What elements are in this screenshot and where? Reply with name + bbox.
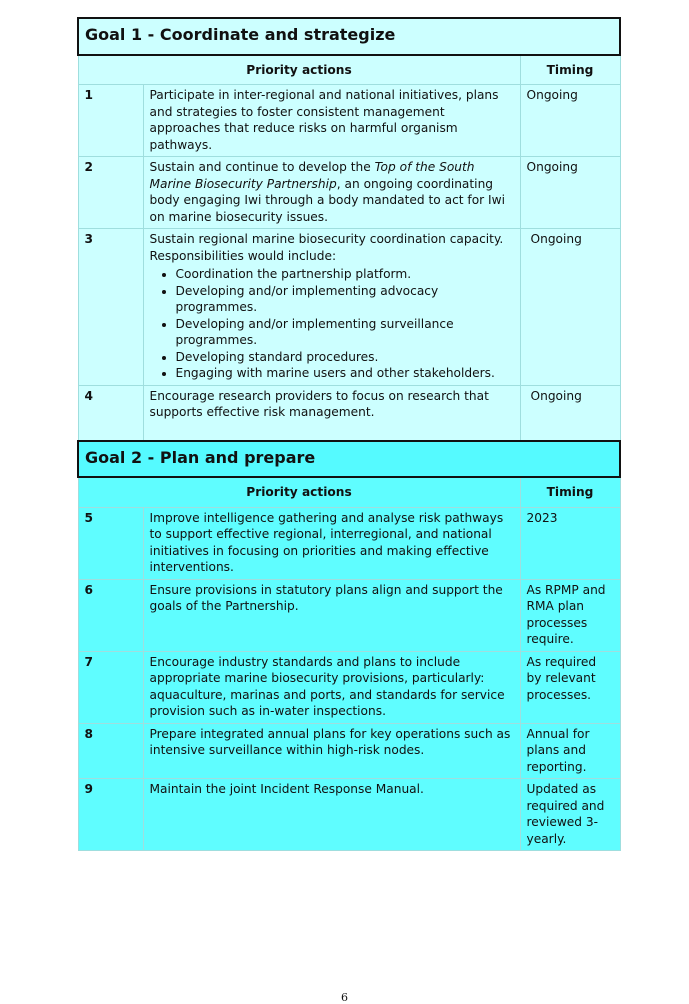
goal1-header-timing: Timing — [520, 55, 620, 85]
row-number: 4 — [78, 385, 143, 441]
table-row — [78, 779, 620, 851]
row-timing: 2023 — [520, 507, 620, 579]
priority-actions-table — [77, 17, 621, 851]
row-action: Prepare integrated annual plans for key operations such as intensive surveillance within high-risk nodes. — [143, 723, 520, 779]
row-number: 1 — [78, 85, 143, 157]
goal1-title-row — [78, 18, 620, 55]
row-timing: Ongoing — [520, 385, 620, 441]
list-item: • Coordination the partnership platform. — [176, 266, 514, 283]
goal2-header-row — [78, 477, 620, 507]
row-action: Encourage research providers to focus on research that supports effective risk management. — [143, 385, 520, 441]
table-row — [78, 651, 620, 723]
row-action — [143, 229, 520, 386]
page-number: 6 — [341, 991, 348, 1004]
row-action-text: Sustain regional marine biosecurity coordination capacity. Responsibilities would include: — [149, 232, 504, 263]
table-row — [78, 507, 620, 579]
table-row — [78, 385, 620, 441]
row-action-text: , an ongoing coordinating body engaging Iwi through a body mandated to act for Iwi on marine biosecurity issues. — [149, 176, 506, 224]
row-timing: As required by relevant processes. — [520, 651, 620, 723]
row-number: 3 — [78, 229, 143, 386]
table-row — [78, 579, 620, 651]
list-item: • Engaging with marine users and other stakeholders. — [176, 365, 514, 382]
goal2-header-timing: Timing — [520, 477, 620, 507]
table-row — [78, 157, 620, 229]
row-timing: Updated as required and reviewed 3-yearly. — [520, 779, 620, 851]
row-timing: Annual for plans and reporting. — [520, 723, 620, 779]
row-number: 6 — [78, 579, 143, 651]
goal1-title: Goal 1 - Coordinate and strategize — [78, 18, 620, 55]
row-number: 2 — [78, 157, 143, 229]
row-action: Improve intelligence gathering and analyse risk pathways to support effective regional, interregional, and national initiatives in focusing on priorities and making effective interventions. — [143, 507, 520, 579]
goal2-title: Goal 2 - Plan and prepare — [78, 441, 620, 478]
row-number: 9 — [78, 779, 143, 851]
list-item: • Developing and/or implementing surveillance programmes. — [176, 316, 514, 349]
partnership-name: Top of the South Marine Biosecurity Partnership — [149, 160, 475, 191]
goal2-title-row — [78, 441, 620, 478]
row-action: Ensure provisions in statutory plans align and support the goals of the Partnership. — [143, 579, 520, 651]
row-timing: Ongoing — [520, 85, 620, 157]
goal2-header-actions: Priority actions — [78, 477, 520, 507]
row-timing: Ongoing — [520, 229, 620, 386]
row-action-text: Sustain and continue to develop the — [149, 160, 375, 174]
row-number: 5 — [78, 507, 143, 579]
table-row — [78, 229, 620, 386]
row-action: Maintain the joint Incident Response Manual. — [143, 779, 520, 851]
row-number: 7 — [78, 651, 143, 723]
row-action: Encourage industry standards and plans to include appropriate marine biosecurity provisions, particularly: aquaculture, marinas and ports, and standards for service provision such as in-water inspections. — [143, 651, 520, 723]
responsibilities-list — [150, 266, 514, 382]
row-action: Participate in inter-regional and national initiatives, plans and strategies to foster consistent management approaches that reduce risks on harmful organism pathways. — [143, 85, 520, 157]
row-number: 8 — [78, 723, 143, 779]
table-row — [78, 723, 620, 779]
list-item: • Developing standard procedures. — [176, 349, 514, 366]
row-timing: Ongoing — [520, 157, 620, 229]
row-action — [143, 157, 520, 229]
table-row — [78, 85, 620, 157]
goal1-header-row — [78, 55, 620, 85]
row-timing: As RPMP and RMA plan processes require. — [520, 579, 620, 651]
goal1-header-actions: Priority actions — [78, 55, 520, 85]
list-item: • Developing and/or implementing advocacy programmes. — [176, 283, 514, 316]
document-body — [77, 17, 619, 851]
